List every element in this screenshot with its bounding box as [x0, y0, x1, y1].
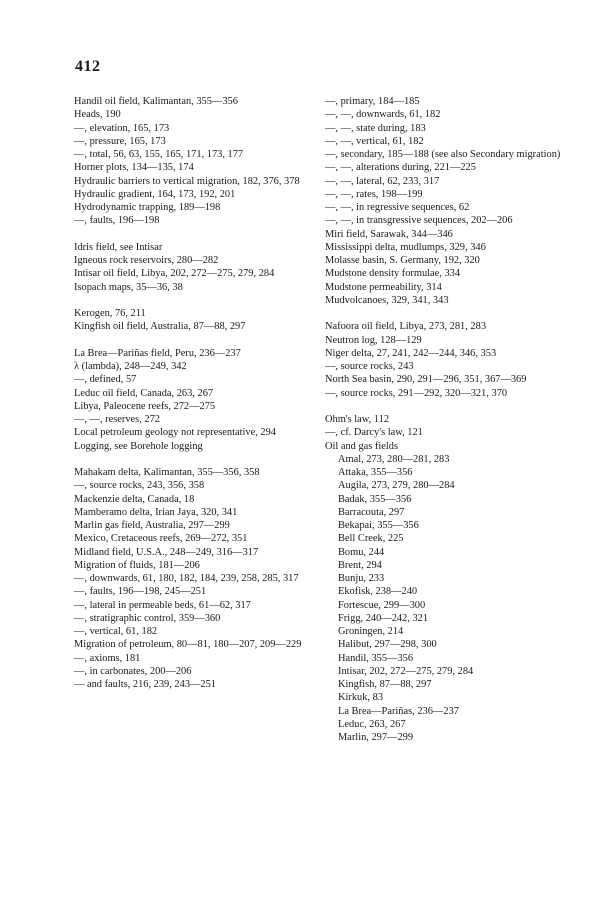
- index-entry: Migration of fluids, 181—206: [74, 559, 200, 571]
- index-entry: —, source rocks, 243: [325, 361, 414, 372]
- index-entry: Kirkuk, 83: [338, 692, 384, 704]
- index-entry: Intisar oil field, Libya, 202, 272—275, 279, 284: [74, 268, 275, 280]
- index-entry: Miri field, Sarawak, 344—346: [325, 228, 453, 240]
- index-entry: Frigg, 240—242, 321: [338, 612, 429, 624]
- index-entry: —, —, downwards, 61, 182: [325, 109, 441, 121]
- index-entry: Barracouta, 297: [338, 506, 405, 518]
- index-entry: Logging, see Borehole logging: [74, 440, 203, 452]
- index-entry: —, —, alterations during, 221—225: [325, 162, 476, 174]
- index-entry: Isopach maps, 35—36, 38: [74, 281, 183, 293]
- index-entry: Amal, 273, 280—281, 283: [338, 453, 450, 465]
- index-entry: Heads, 190: [74, 109, 121, 121]
- index-entry: —, —, in regressive sequences, 62: [325, 202, 470, 213]
- index-entry: North Sea basin, 290, 291—296, 351, 367—369: [325, 374, 527, 386]
- index-entry: Marlin, 297—299: [338, 732, 414, 743]
- index-entry: Migration of petroleum, 80—81, 180—207, 209—229: [74, 639, 302, 651]
- index-entry: —, source rocks, 291—292, 320—321, 370: [325, 387, 508, 399]
- index-entry: La Brea—Pariñas, 236—237: [338, 705, 459, 717]
- index-entry: Mackenzie delta, Canada, 18: [74, 493, 195, 505]
- index-entry: Bomu, 244: [338, 546, 385, 558]
- index-entry: Nafoora oil field, Libya, 273, 281, 283: [325, 321, 487, 333]
- index-entry: Brent, 294: [338, 559, 382, 571]
- index-entry: —, defined, 57: [74, 374, 137, 386]
- index-entry: Molasse basin, S. Germany, 192, 320: [325, 255, 480, 266]
- index-entry: Niger delta, 27, 241, 242—244, 346, 353: [325, 347, 497, 359]
- index-entry: Mudvolcanoes, 329, 341, 343: [325, 294, 449, 306]
- index-entry: —, in carbonates, 200—206: [74, 665, 192, 677]
- index-entry: Kingfish, 87—88, 297: [338, 679, 432, 690]
- index-entry: — and faults, 216, 239, 243—251: [74, 679, 216, 690]
- index-entry: —, —, in transgressive sequences, 202—206: [325, 215, 513, 227]
- index-entry: —, faults, 196—198, 245—251: [74, 586, 207, 598]
- index-entry: Ohm's law, 112: [325, 414, 390, 425]
- index-entry: Bunju, 233: [338, 573, 385, 584]
- index-entry: λ (lambda), 248—249, 342: [74, 361, 187, 372]
- index-entry: Ekofisk, 238—240: [338, 586, 418, 598]
- page-number: 412: [75, 58, 101, 75]
- index-entry: —, cf. Darcy's law, 121: [325, 427, 423, 439]
- index-entry: —, stratigraphic control, 359—360: [74, 612, 221, 624]
- index-entry: —, —, reserves, 272: [74, 414, 160, 425]
- index-entry: —, —, lateral, 62, 233, 317: [325, 175, 440, 187]
- index-entry: —, downwards, 61, 180, 182, 184, 239, 258, 285, 317: [74, 573, 299, 584]
- index-entry: Badak, 355—356: [338, 493, 412, 505]
- index-entry: Hydrodynamic trapping, 189—198: [74, 202, 221, 213]
- index-entry: Mississippi delta, mudlumps, 329, 346: [325, 241, 486, 253]
- index-entry: Handil oil field, Kalimantan, 355—356: [74, 96, 238, 107]
- index-entry: Halibut, 297—298, 300: [338, 639, 437, 651]
- index-entry: Handil, 355—356: [338, 652, 414, 664]
- index-entry: La Brea—Pariñas field, Peru, 236—237: [74, 347, 241, 359]
- index-entry: Augila, 273, 279, 280—284: [338, 480, 455, 492]
- index-entry: Neutron log, 128—129: [325, 334, 422, 346]
- index-entry: Mahakam delta, Kalimantan, 355—356, 358: [74, 467, 260, 478]
- index-entry: —, primary, 184—185: [325, 96, 420, 107]
- index-entry: —, secondary, 185—188 (see also Secondary migration): [325, 149, 561, 160]
- index-entry: Intisar, 202, 272—275, 279, 284: [338, 665, 474, 677]
- index-entry: Attaka, 355—356: [338, 467, 413, 478]
- index-entry: Fortescue, 299—300: [338, 599, 426, 611]
- index-entry: Libya, Paleocene reefs, 272—275: [74, 400, 216, 412]
- index-entry: Hydraulic barriers to vertical migration, 182, 376, 378: [74, 175, 300, 187]
- index-entry: Leduc, 263, 267: [338, 718, 406, 730]
- index-entry: —, axioms, 181: [74, 652, 141, 664]
- index-entry: Mudstone permeability, 314: [325, 281, 442, 293]
- index-entry: Marlin gas field, Australia, 297—299: [74, 520, 230, 531]
- index-entry: —, source rocks, 243, 356, 358: [74, 480, 205, 492]
- index-column-right: [325, 95, 580, 744]
- index-entry: Leduc oil field, Canada, 263, 267: [74, 387, 214, 399]
- index-entry: Oil and gas fields: [325, 440, 399, 452]
- index-entry: Mexico, Cretaceous reefs, 269—272, 351: [74, 533, 248, 545]
- index-entry: Mamberamo delta, Irian Jaya, 320, 341: [74, 506, 238, 518]
- index-entry: —, total, 56, 63, 155, 165, 171, 173, 177: [74, 149, 244, 160]
- index-entry: Mudstone density formulae, 334: [325, 268, 461, 280]
- index-entry: —, faults, 196—198: [74, 215, 160, 227]
- index-entry: Groningen, 214: [338, 626, 404, 637]
- index-entry: Hydraulic gradient, 164, 173, 192, 201: [74, 188, 236, 200]
- index-entry: Idris field, see Intisar: [74, 241, 163, 253]
- index-entry: —, pressure, 165, 173: [74, 135, 166, 147]
- index-entry: Midland field, U.S.A., 248—249, 316—317: [74, 546, 259, 558]
- index-entry: —, —, vertical, 61, 182: [325, 135, 424, 147]
- index-entry: Kerogen, 76, 211: [74, 308, 146, 319]
- index-entry: Bell Creek, 225: [338, 533, 404, 545]
- index-entry: Igneous rock reservoirs, 280—282: [74, 255, 219, 266]
- index-entry: Horner plots, 134—135, 174: [74, 162, 194, 174]
- index-entry: —, elevation, 165, 173: [74, 122, 170, 134]
- index-entry: —, —, rates, 198—199: [325, 188, 423, 200]
- index-entry: —, lateral in permeable beds, 61—62, 317: [74, 599, 251, 611]
- index-entry: Kingfish oil field, Australia, 87—88, 297: [74, 321, 246, 333]
- index-entry: —, vertical, 61, 182: [74, 626, 158, 637]
- index-entry: —, —, state during, 183: [325, 122, 426, 134]
- index-entry: Bekapai, 355—356: [338, 520, 419, 531]
- index-entry: Local petroleum geology not representative, 294: [74, 427, 276, 439]
- index-column-left: [74, 95, 312, 691]
